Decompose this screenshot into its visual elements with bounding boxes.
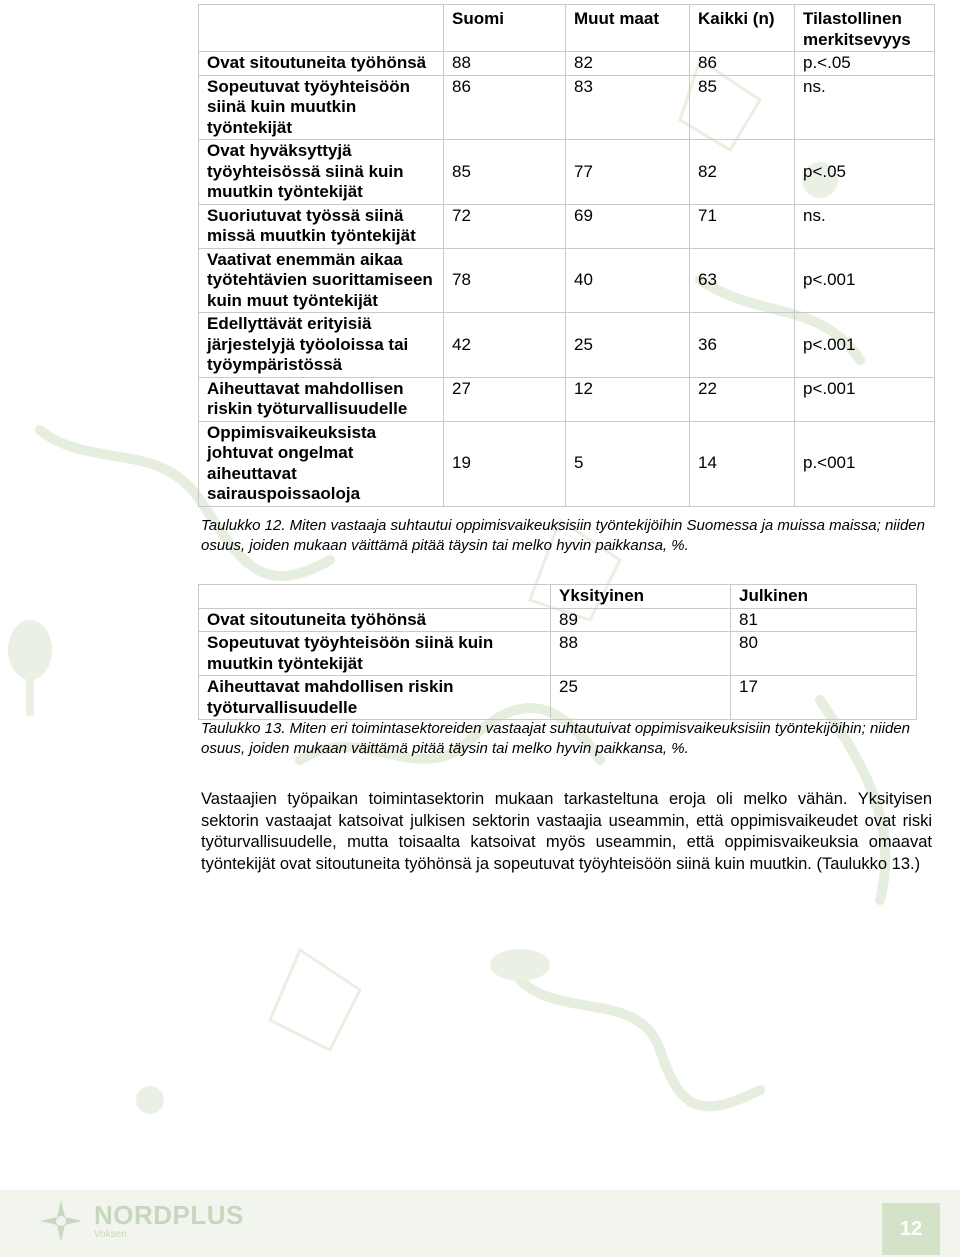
table-13 — [198, 584, 917, 720]
cell-suomi: 27 — [444, 377, 566, 421]
cell-suomi: 72 — [444, 204, 566, 248]
cell-muut: 82 — [566, 52, 690, 76]
cell-suomi: 86 — [444, 75, 566, 140]
header-julkinen: Julkinen — [731, 585, 917, 609]
row-label: Ovat sitoutuneita työhönsä — [199, 52, 444, 76]
cell-yksityinen: 88 — [551, 632, 731, 676]
table-row — [199, 313, 935, 378]
table-12 — [198, 4, 935, 507]
cell-muut: 83 — [566, 75, 690, 140]
cell-sig: ns. — [795, 75, 935, 140]
row-label: Sopeutuvat työyhteisöön siinä kuin muutkin työntekijät — [199, 75, 444, 140]
cell-kaikki: 82 — [690, 140, 795, 205]
cell-kaikki: 71 — [690, 204, 795, 248]
cell-sig: p<.001 — [795, 377, 935, 421]
cell-suomi: 85 — [444, 140, 566, 205]
table-row — [199, 377, 935, 421]
header-muut-maat: Muut maat — [566, 5, 690, 52]
row-label: Ovat hyväksyttyjä työyhteisössä siinä kuin muutkin työntekijät — [199, 140, 444, 205]
table-row — [199, 204, 935, 248]
table-row — [199, 421, 935, 506]
cell-muut: 77 — [566, 140, 690, 205]
table-row — [199, 140, 935, 205]
table-row — [199, 676, 917, 720]
header-yksityinen: Yksityinen — [551, 585, 731, 609]
table-row — [199, 248, 935, 313]
cell-julkinen: 80 — [731, 632, 917, 676]
cell-muut: 25 — [566, 313, 690, 378]
cell-kaikki: 63 — [690, 248, 795, 313]
cell-sig: ns. — [795, 204, 935, 248]
cell-sig: p<.001 — [795, 248, 935, 313]
page-number-box — [882, 1203, 940, 1255]
header-merkitsevyys: Tilastollinen merkitsevyys — [795, 5, 935, 52]
cell-muut: 40 — [566, 248, 690, 313]
row-label: Vaativat enemmän aikaa työtehtävien suorittamiseen kuin muut työntekijät — [199, 248, 444, 313]
cell-julkinen: 81 — [731, 608, 917, 632]
table-header-row — [199, 585, 917, 609]
body-paragraph: Vastaajien työpaikan toimintasektorin mukaan tarkasteltuna eroja oli melko vähän. Yksityisen sektorin vastaajat katsoivat julkisen sektorin vastaajia useammin, että oppimisvaikeudet ovat riski työturvallisuudelle, mutta toisaalta katsoivat myös useammin, että oppimisvaikeuksia omaavat työntekijät ovat sitoutuneita työhönsä ja sopeutuvat työyhteisöön siinä kuin muutkin. (Taulukko 13.) — [201, 790, 932, 873]
cell-muut: 5 — [566, 421, 690, 506]
page-number: 12 — [899, 1217, 923, 1240]
row-label: Oppimisvaikeuksista johtuvat ongelmat aiheuttavat sairauspoissaoloja — [199, 421, 444, 506]
row-label: Ovat sitoutuneita työhönsä — [199, 608, 551, 632]
logo-name: NORDPLUS — [94, 1200, 244, 1230]
compass-star-icon — [38, 1198, 84, 1244]
table-13-caption: Taulukko 13. Miten eri toimintasektoreiden vastaajat suhtautuivat oppimisvaikeuksisiin työntekijöihin; niiden osuus, joiden mukaan väittämä pitää täysin tai melko hyvin paikkansa, %. — [201, 720, 910, 757]
header-empty — [199, 5, 444, 52]
cell-kaikki: 22 — [690, 377, 795, 421]
header-empty — [199, 585, 551, 609]
cell-muut: 12 — [566, 377, 690, 421]
cell-suomi: 19 — [444, 421, 566, 506]
cell-suomi: 78 — [444, 248, 566, 313]
table-row — [199, 632, 917, 676]
cell-yksityinen: 25 — [551, 676, 731, 720]
row-label: Sopeutuvat työyhteisöön siinä kuin muutkin työntekijät — [199, 632, 551, 676]
row-label: Suoriutuvat työssä siinä missä muutkin työntekijät — [199, 204, 444, 248]
cell-sig: p<.001 — [795, 313, 935, 378]
cell-kaikki: 86 — [690, 52, 795, 76]
cell-sig: p<.05 — [795, 140, 935, 205]
nordplus-logo — [38, 1198, 244, 1244]
cell-kaikki: 14 — [690, 421, 795, 506]
cell-kaikki: 85 — [690, 75, 795, 140]
row-label: Aiheuttavat mahdollisen riskin työturvallisuudelle — [199, 377, 444, 421]
header-suomi: Suomi — [444, 5, 566, 52]
cell-suomi: 42 — [444, 313, 566, 378]
row-label: Aiheuttavat mahdollisen riskin työturvallisuudelle — [199, 676, 551, 720]
logo-subtitle: Voksen — [94, 1229, 127, 1240]
cell-kaikki: 36 — [690, 313, 795, 378]
cell-julkinen: 17 — [731, 676, 917, 720]
row-label: Edellyttävät erityisiä järjestelyjä työoloissa tai työympäristössä — [199, 313, 444, 378]
table-12-caption: Taulukko 12. Miten vastaaja suhtautui oppimisvaikeuksisiin työntekijöihin Suomessa ja muissa maissa; niiden osuus, joiden mukaan väittämä pitää täysin tai melko hyvin paikkansa, %. — [201, 517, 925, 554]
table-row — [199, 75, 935, 140]
cell-sig: p.<.05 — [795, 52, 935, 76]
table-row — [199, 608, 917, 632]
header-kaikki: Kaikki (n) — [690, 5, 795, 52]
table-row — [199, 52, 935, 76]
cell-muut: 69 — [566, 204, 690, 248]
cell-yksityinen: 89 — [551, 608, 731, 632]
cell-sig: p.<001 — [795, 421, 935, 506]
table-header-row — [199, 5, 935, 52]
cell-suomi: 88 — [444, 52, 566, 76]
